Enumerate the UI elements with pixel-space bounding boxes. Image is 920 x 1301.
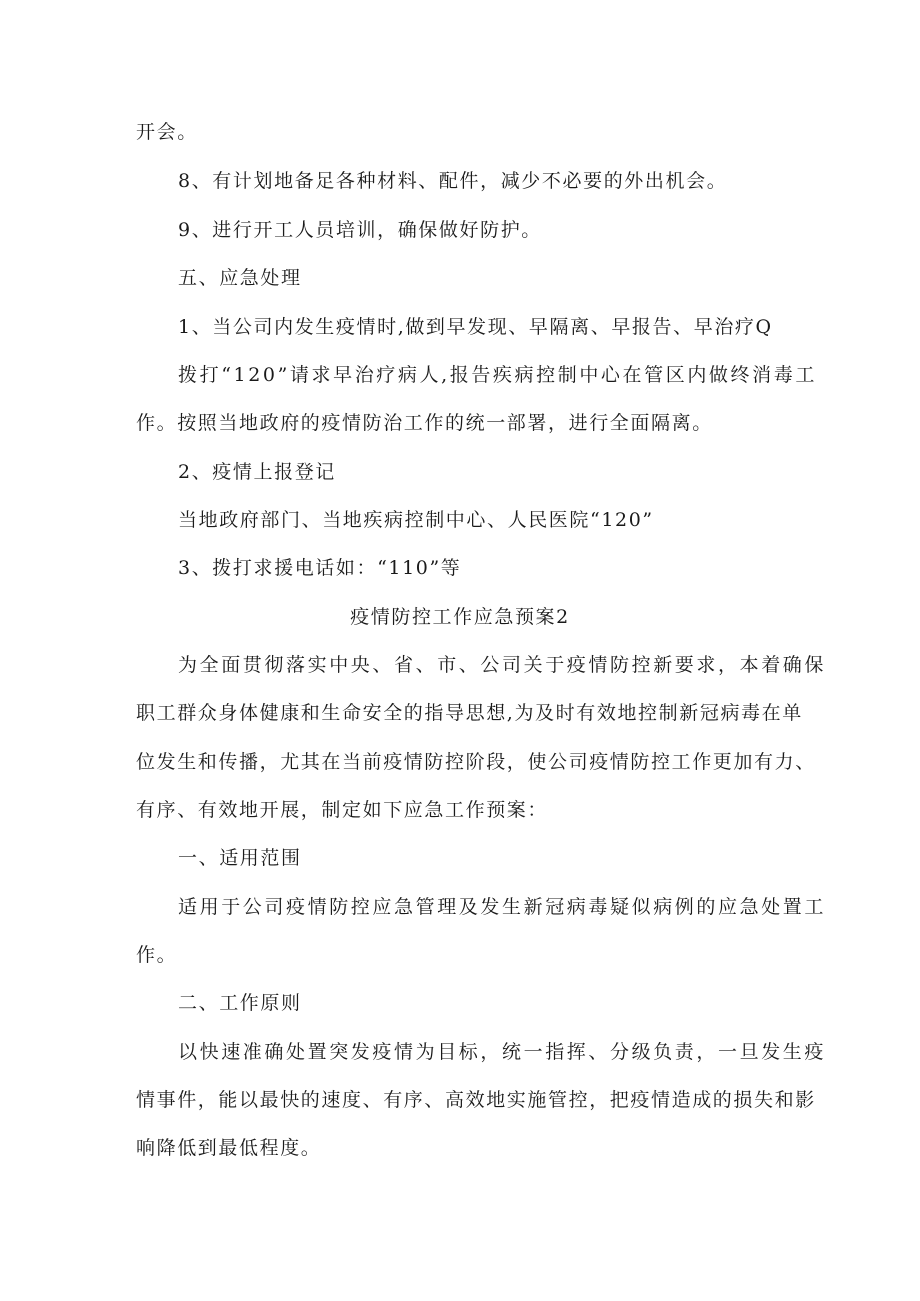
list-item-1: 1、当公司内发生疫情时,做到早发现、早隔离、早报告、早治疗Q (178, 316, 773, 338)
paragraph-line: 作。按照当地政府的疫情防治工作的统一部署，进行全面隔离。 (136, 412, 713, 434)
paragraph-line: 响降低到最低程度。 (136, 1137, 322, 1159)
paragraph-line: 适用于公司疫情防控应急管理及发生新冠病毒疑似病例的应急处置工 (178, 896, 827, 918)
list-item-3: 3、拨打求援电话如：“110”等 (178, 557, 462, 579)
paragraph-line: 为全面贯彻落实中央、省、市、公司关于疫情防控新要求，本着确保 (178, 654, 827, 676)
paragraph-line: 有序、有效地开展，制定如下应急工作预案： (136, 799, 549, 821)
document-title: 疫情防控工作应急预案2 (350, 606, 570, 628)
paragraph-line: 以快速准确处置突发疫情为目标，统一指挥、分级负责，一旦发生疫 (178, 1041, 827, 1063)
section-heading-emergency: 五、应急处理 (178, 267, 302, 289)
list-item-8: 8、有计划地备足各种材料、配件，减少不必要的外出机会。 (178, 170, 728, 192)
paragraph-line: 当地政府部门、当地疾病控制中心、人民医院“120” (178, 509, 654, 531)
list-item-2: 2、疫情上报登记 (178, 461, 336, 483)
paragraph-line: 情事件，能以最快的速度、有序、高效地实施管控，把疫情造成的损失和影 (136, 1089, 816, 1111)
paragraph-line: 职工群众身体健康和生命安全的指导思想,为及时有效地控制新冠病毒在单 (136, 702, 803, 724)
paragraph-line: 作。 (136, 944, 178, 966)
paragraph-line: 拨打“120”请求早治疗病人,报告疾病控制中心在管区内做终消毒工 (178, 364, 817, 386)
section-heading-scope: 一、适用范围 (178, 847, 302, 869)
section-heading-principles: 二、工作原则 (178, 992, 302, 1014)
list-item-9: 9、进行开工人员培训，确保做好防护。 (178, 219, 542, 241)
paragraph-line: 位发生和传播，尤其在当前疫情防控阶段，使公司疫情防控工作更加有力、 (136, 751, 816, 773)
paragraph-line: 开会。 (136, 121, 198, 143)
